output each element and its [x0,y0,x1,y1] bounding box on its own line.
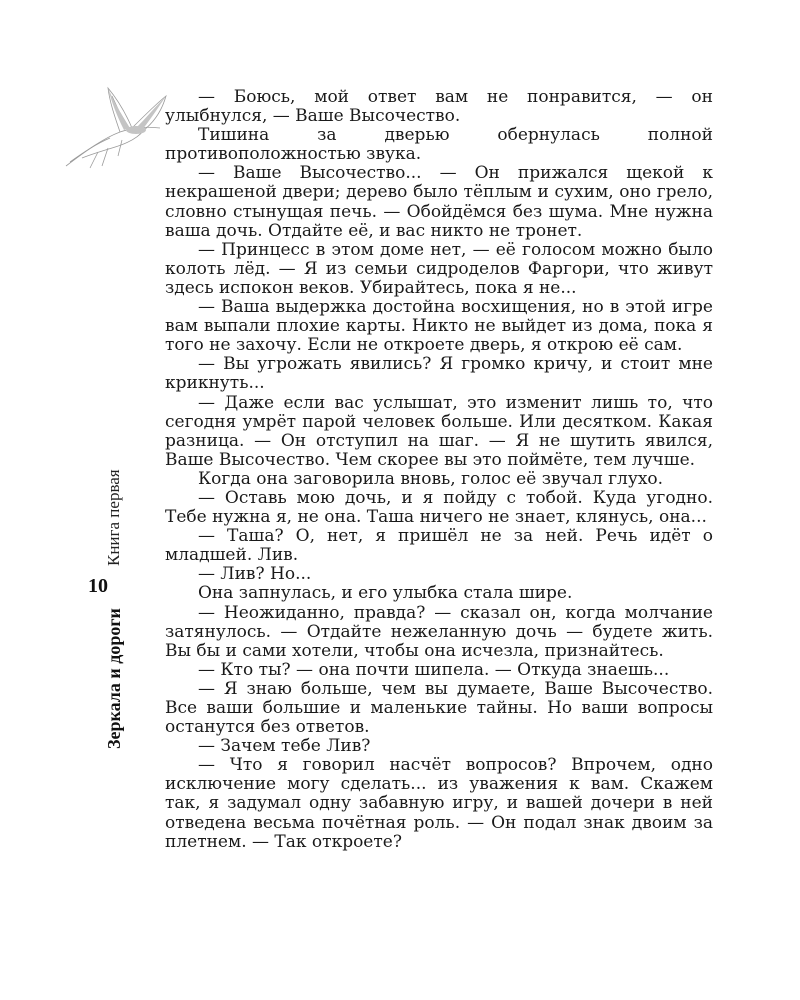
paragraph: — Я знаю больше, чем вы думаете, Ваше Высочество. Все ваши большие и маленькие тайны. Но ваши вопросы останутся без ответов. [165,678,713,738]
paragraph: — Даже если вас услышат, это изменит лишь то, что сегодня умрёт парой человек больше. Или десятком. Какая разница. — Он отступил на шаг. — Я не шутить явился, Ваше Высочество. Чем скорее вы это поймёте, тем лучше. [165,392,713,470]
swallow-emblem-icon [62,82,167,172]
paragraph: — Неожиданно, правда? — сказал он, когда молчание затянулось. — Отдайте нежеланную дочь — будете жить. Вы бы и сами хотели, чтобы она исчезла, признайтесь. [165,602,713,661]
paragraph: — Таша? О, нет, я пришёл не за ней. Речь идёт о младшей. Лив. [165,526,713,566]
paragraph: Тишина за дверью обернулась полной противоположностью звука. [165,125,713,165]
paragraph: — Принцесс в этом доме нет, — её голосом можно было колоть лёд. — Я из семьи сидроделов Фаргори, что живут здесь испокон веков. Убирайтесь, пока я не... [165,239,713,298]
paragraph: — Зачем тебе Лив? [198,736,371,757]
volume-label-vertical: Книга первая [104,469,123,566]
paragraph: — Кто ты? — она почти шипела. — Откуда знаешь... [198,659,670,680]
paragraph: — Оставь мою дочь, и я пойду с тобой. Куда угодно. Тебе нужна я, не она. Таша ничего не знает, клянусь, она... [165,487,713,528]
body-text [165,88,713,852]
paragraph: — Ваше Высочество... — Он прижался щекой к некрашеной двери; дерево было тёплым и сухим, оно грело, словно стынущая печь. — Обойдёмся без шума. Мне нужна ваша дочь. Отдайте её, и вас никто не тронет. [165,163,713,241]
paragraph: Когда она заговорила вновь, голос её звучал глухо. [198,468,664,489]
paragraph: — Ваша выдержка достойна восхищения, но в этой игре вам выпали плохие карты. Никто не выйдет из дома, пока я того не захочу. Если не откроете дверь, я открою её сам. [165,297,713,356]
paragraph: — Лив? Но... [198,564,312,585]
paragraph: Она запнулась, и его улыбка стала шире. [198,583,573,604]
paragraph: — Боюсь, мой ответ вам не понравится, — он улыбнулся, — Ваше Высочество. [165,87,713,127]
book-title-vertical: Зеркала и дороги [104,608,124,749]
paragraph: — Вы угрожать явились? Я громко кричу, и стоит мне крикнуть... [165,354,713,394]
paragraph: — Что я говорил насчёт вопросов? Впрочем, одно исключение могу сделать... из уважения к вам. Скажем так, я задумал одну забавную игру, и вашей дочери в ней отведена весьма почётная роль. — Он подал знак двоим за плетнем. — Так откроете? [165,755,713,852]
page-number: 10 [88,575,108,597]
